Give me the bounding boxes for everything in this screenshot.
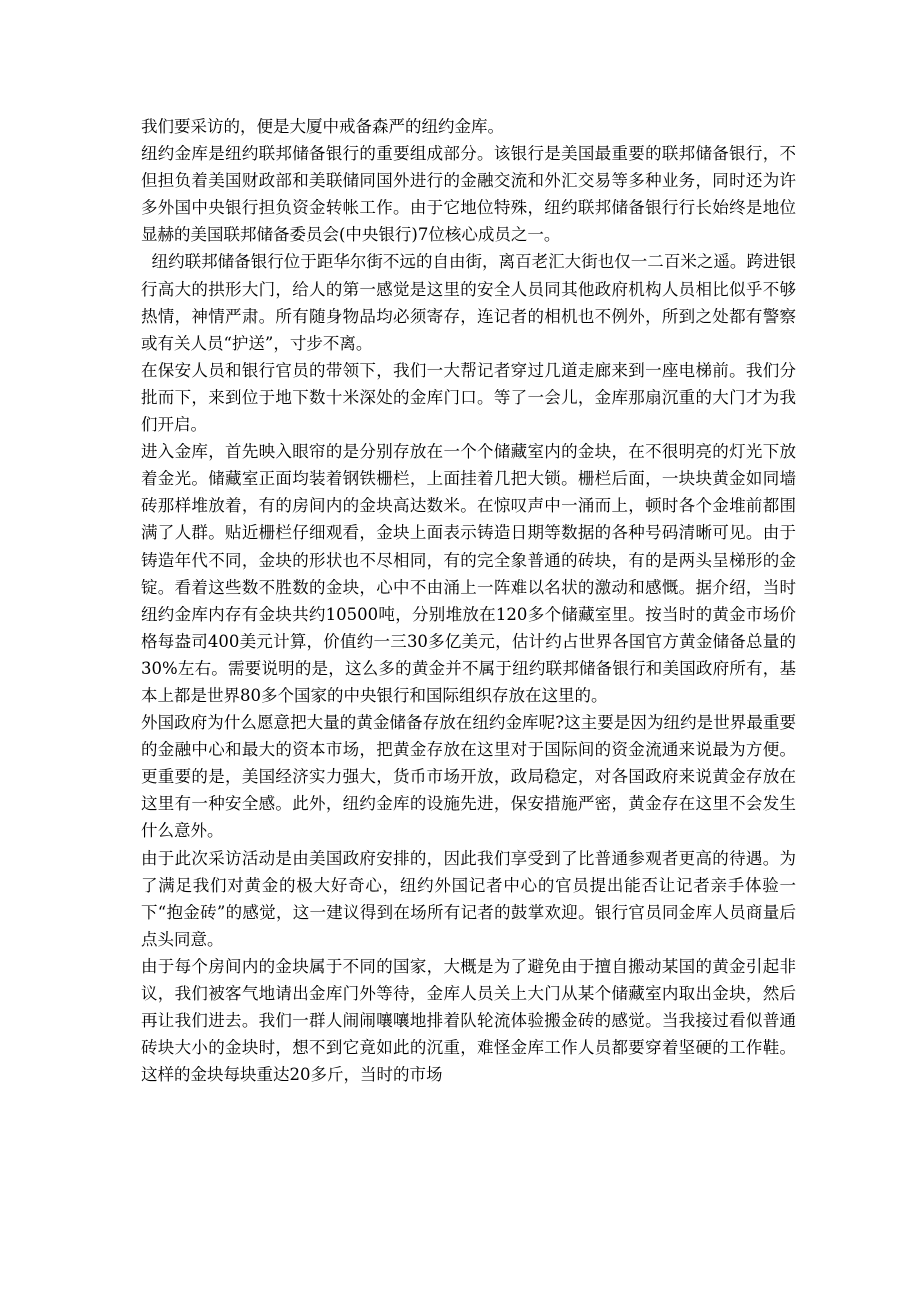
paragraph-foreign-reasons: 外国政府为什么愿意把大量的黄金储备存放在纽约金库呢?这主要是因为纽约是世界最重要的金融中心和最大的资本市场，把黄金存放在这里对于国际间的资金流通来说最为方便。更重要的是，美国经济实力强大，货币市场开放，政局稳定，对各国政府来说黄金存放在这里有一种安全感。此外，纽约金库的设施先进，保安措施严密，黄金存在这里不会发生什么意外。 xyxy=(141,713,796,841)
article-body xyxy=(141,113,796,1088)
paragraph-special-treatment: 由于此次采访活动是由美国政府安排的，因此我们享受到了比普通参观者更高的待遇。为了满足我们对黄金的极大好奇心，纽约外国记者中心的官员提出能否让记者亲手体验一下“抱金砖”的感觉，这一建议得到在场所有记者的鼓掌欢迎。银行官员同金库人员商量后点头同意。 xyxy=(141,848,796,949)
paragraph-hold-gold: 由于每个房间内的金块属于不同的国家，大概是为了避免由于擅自搬动某国的黄金引起非议，我们被客气地请出金库门外等待，金库人员关上大门从某个储藏室内取出金块，然后再让我们进去。我们一群人闹闹嚷嚷地排着队轮流体验搬金砖的感觉。当我接过看似普通砖块大小的金块时，想不到它竟如此的沉重，难怪金库工作人员都要穿着坚硬的工作鞋。这样的金块每块重达20多斤，当时的市场 xyxy=(141,956,796,1085)
paragraph-descent: 在保安人员和银行官员的带领下，我们一大帮记者穿过几道走廊来到一座电梯前。我们分批而下，来到位于地下数十米深处的金库门口。等了一会儿，金库那扇沉重的大门才为我们开启。 xyxy=(141,360,796,435)
paragraph-intro: 我们要采访的，便是大厦中戒备森严的纽约金库。 xyxy=(141,117,504,136)
paragraph-vault-overview: 纽约金库是纽约联邦储备银行的重要组成部分。该银行是美国最重要的联邦储备银行，不但担负着美国财政部和美联储同国外进行的金融交流和外汇交易等多种业务，同时还为许多外国中央银行担负资金转帐工作。由于它地位特殊，纽约联邦储备银行行长始终是地位显赫的美国联邦储备委员会(中央银行)7位核心成员之一。 xyxy=(141,144,796,245)
paragraph-gold-storage: 进入金库，首先映入眼帘的是分别存放在一个个储藏室内的金块，在不很明亮的灯光下放着金光。储藏室正面均装着钢铁栅栏，上面挂着几把大锁。栅栏后面，一块块黄金如同墙砖那样堆放着，有的房间内的金块高达数米。在惊叹声中一涌而上，顿时各个金堆前都围满了人群。贴近栅栏仔细观看，金块上面表示铸造日期等数据的各种号码清晰可见。由于铸造年代不同，金块的形状也不尽相同，有的完全象普通的砖块，有的是两头呈梯形的金锭。看着这些数不胜数的金块，心中不由涌上一阵难以名状的激动和感慨。据介绍，当时纽约金库内存有金块共约10500吨，分别堆放在120多个储藏室里。按当时的黄金市场价格每盎司400美元计算，价值约一三30多亿美元，估计约占世界各国官方黄金储备总量的30%左右。需要说明的是，这么多的黄金并不属于纽约联邦储备银行和美国政府所有，基本上都是世界80多个国家的中央银行和国际组织存放在这里的。 xyxy=(141,442,796,705)
paragraph-bank-location: 纽约联邦储备银行位于距华尔街不远的自由街，离百老汇大街也仅一二百米之遥。跨进银行高大的拱形大门，给人的第一感觉是这里的安全人员同其他政府机构人员相比似乎不够热情，神情严肃。所有随身物品均必须寄存，连记者的相机也不例外，所到之处都有警察或有关人员“护送”，寸步不离。 xyxy=(141,252,796,353)
